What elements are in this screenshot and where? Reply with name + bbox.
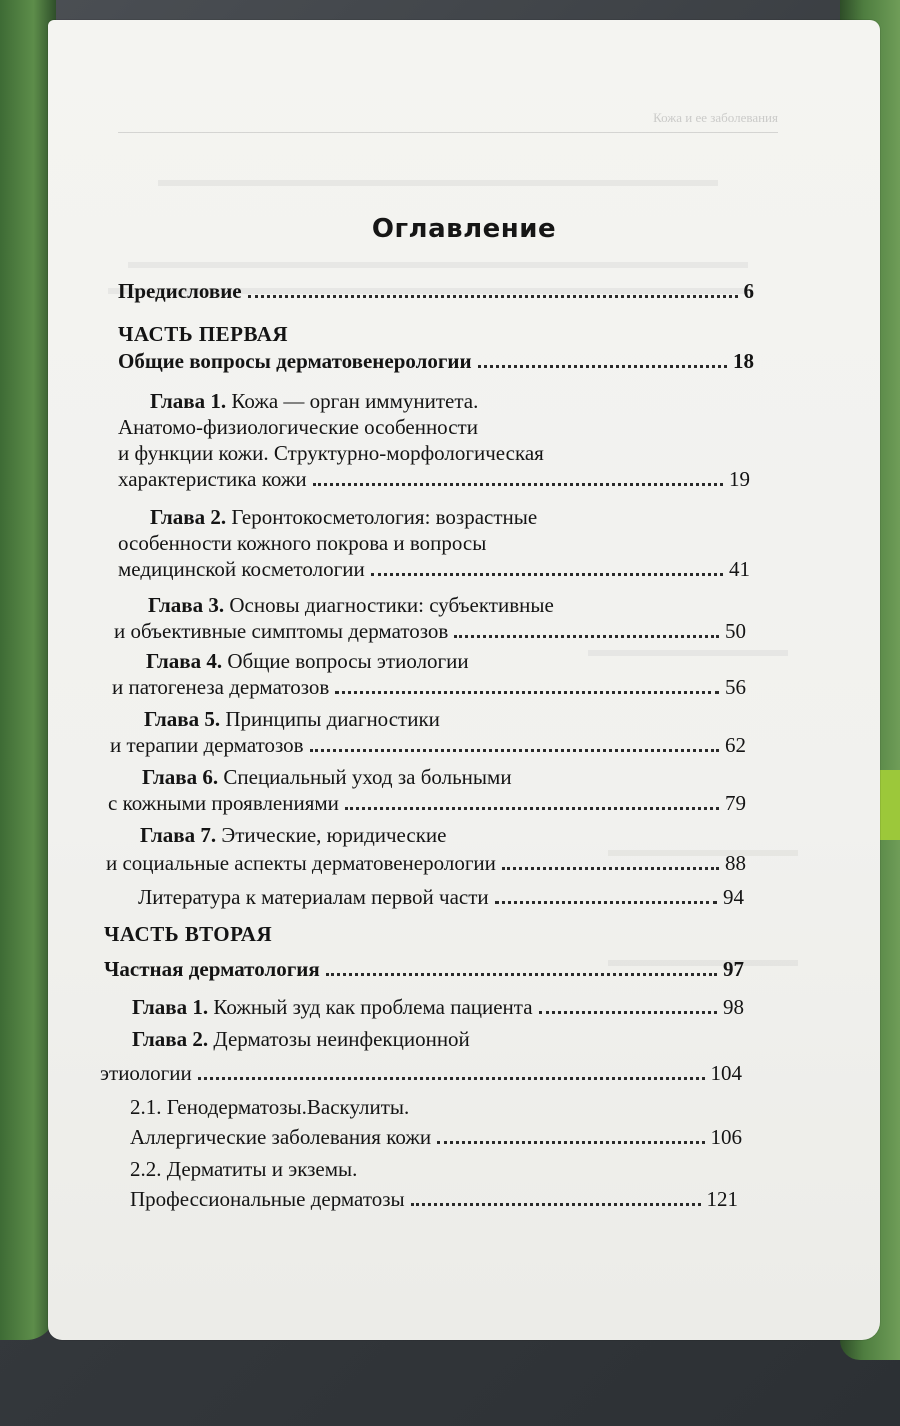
toc-entry-ch2-line2: особенности кожного покрова и вопросы — [118, 531, 487, 555]
toc-entry-ch6-line1 — [142, 764, 512, 790]
chapter-title: характеристика кожи — [118, 467, 307, 491]
toc-entry-s22-line1: 2.2. Дерматиты и экземы. — [130, 1157, 358, 1181]
toc-entry-ch2-line1 — [150, 504, 537, 530]
chapter-label: Глава 1. — [150, 389, 227, 413]
toc-entry-ch6 — [108, 790, 746, 816]
toc-entry-part1 — [118, 348, 754, 374]
leader-dots — [326, 973, 717, 976]
chapter-label: Глава 2. — [150, 505, 227, 529]
toc-entry-ch2 — [118, 556, 750, 582]
page-number: 18 — [733, 349, 754, 373]
part-label: ЧАСТЬ ВТОРАЯ — [104, 922, 273, 946]
chapter-title: медицинской косметологии — [118, 557, 365, 581]
page-number: 50 — [725, 619, 746, 643]
leader-dots — [198, 1077, 705, 1080]
toc-entry-ch5 — [110, 732, 746, 758]
chapter-label: Глава 4. — [146, 649, 223, 673]
page-number: 19 — [729, 467, 750, 491]
toc-entry-s21-line1: 2.1. Генодерматозы.Васкулиты. — [130, 1095, 410, 1119]
chapter-title: и терапии дерматозов — [110, 733, 304, 757]
running-head: Кожа и ее заболевания — [118, 110, 778, 133]
page-number: 97 — [723, 957, 744, 981]
leader-dots — [502, 867, 719, 870]
chapter-title — [132, 994, 533, 1020]
chapter-title: этиологии — [100, 1061, 192, 1085]
chapter-title: и объективные симптомы дерматозов — [114, 619, 449, 643]
page-number: 98 — [723, 995, 744, 1019]
toc-entry-s21 — [130, 1124, 742, 1150]
toc-entry-p2ch2 — [100, 1060, 742, 1086]
leader-dots — [454, 635, 719, 638]
toc-entry-ch5-line1 — [144, 706, 440, 732]
page-number: 104 — [710, 1061, 742, 1085]
chapter-label: Глава 1. — [132, 995, 209, 1019]
page-number: 6 — [743, 279, 754, 303]
page-title: Оглавление — [371, 214, 557, 244]
leader-dots — [335, 691, 719, 694]
chapter-title: Специальный уход за больными — [223, 765, 512, 789]
chapter-title: Дерматозы неинфекционной — [213, 1027, 470, 1051]
leader-dots — [495, 901, 717, 904]
page-number: 41 — [729, 557, 750, 581]
toc-entry-ch7 — [106, 850, 746, 876]
page-number: 79 — [725, 791, 746, 815]
leader-dots — [371, 573, 723, 576]
page-number: 62 — [725, 733, 746, 757]
show-through-line — [158, 170, 718, 186]
chapter-title: Геронтокосметология: возрастные — [231, 505, 538, 529]
toc-entry-title: Общие вопросы дерматовенерологии — [118, 349, 472, 373]
toc-entry-preface — [118, 278, 754, 304]
leader-dots — [411, 1203, 701, 1206]
chapter-label: Глава 7. — [140, 823, 217, 847]
page-number: 88 — [725, 851, 746, 875]
toc-entry-ch4 — [112, 674, 746, 700]
chapter-label: Глава 6. — [142, 765, 219, 789]
toc-entry-title: Частная дерматология — [104, 957, 320, 981]
toc-entry-s22 — [130, 1186, 738, 1212]
toc-entry-part2 — [104, 956, 744, 982]
toc-entry-title: Литература к материалам первой части — [138, 885, 489, 909]
chapter-title: и социальные аспекты дерматовенерологии — [106, 851, 496, 875]
toc-entry-title: Предисловие — [118, 279, 242, 303]
toc-entry-ch4-line1 — [146, 648, 469, 674]
chapter-title: с кожными проявлениями — [108, 791, 339, 815]
part-label: ЧАСТЬ ПЕРВАЯ — [118, 322, 289, 346]
chapter-title: и патогенеза дерматозов — [112, 675, 330, 699]
toc-entry-p2ch1 — [132, 994, 744, 1020]
toc-entry-literature — [138, 884, 744, 910]
page-number: 106 — [710, 1125, 742, 1149]
toc-entry-ch1-line2: Анатомо-физиологические особенности — [118, 415, 478, 439]
show-through-line — [128, 252, 748, 268]
chapter-title: Кожа — орган иммунитета. — [231, 389, 479, 413]
toc-entry-ch7-line1 — [140, 822, 446, 848]
toc-entry-ch1 — [118, 466, 750, 492]
leader-dots — [313, 483, 723, 486]
toc-entry-ch3 — [114, 618, 746, 644]
toc-entry-ch1-line1 — [150, 388, 478, 414]
chapter-title: Этические, юридические — [221, 823, 447, 847]
toc-entry-p2ch2-line1 — [132, 1026, 470, 1052]
leader-dots — [248, 295, 738, 298]
leader-dots — [310, 749, 719, 752]
chapter-title: Основы диагностики: субъективные — [229, 593, 554, 617]
leader-dots — [345, 807, 719, 810]
chapter-label: Глава 2. — [132, 1027, 209, 1051]
chapter-title-text: Кожный зуд как проблема пациента — [213, 995, 533, 1019]
toc-entry-ch1-line3: и функции кожи. Структурно-морфологическая — [118, 441, 544, 465]
section-title: Аллергические заболевания кожи — [130, 1125, 432, 1149]
chapter-title: Общие вопросы этиологии — [227, 649, 469, 673]
toc-entry-ch3-line1 — [148, 592, 554, 618]
chapter-label: Глава 5. — [144, 707, 221, 731]
section-title: Профессиональные дерматозы — [130, 1187, 405, 1211]
page-number: 56 — [725, 675, 746, 699]
chapter-title: Принципы диагностики — [225, 707, 440, 731]
page-number: 94 — [723, 885, 744, 909]
leader-dots — [539, 1011, 717, 1014]
leader-dots — [437, 1141, 704, 1144]
page-number: 121 — [706, 1187, 738, 1211]
chapter-label: Глава 3. — [148, 593, 225, 617]
leader-dots — [478, 365, 727, 368]
